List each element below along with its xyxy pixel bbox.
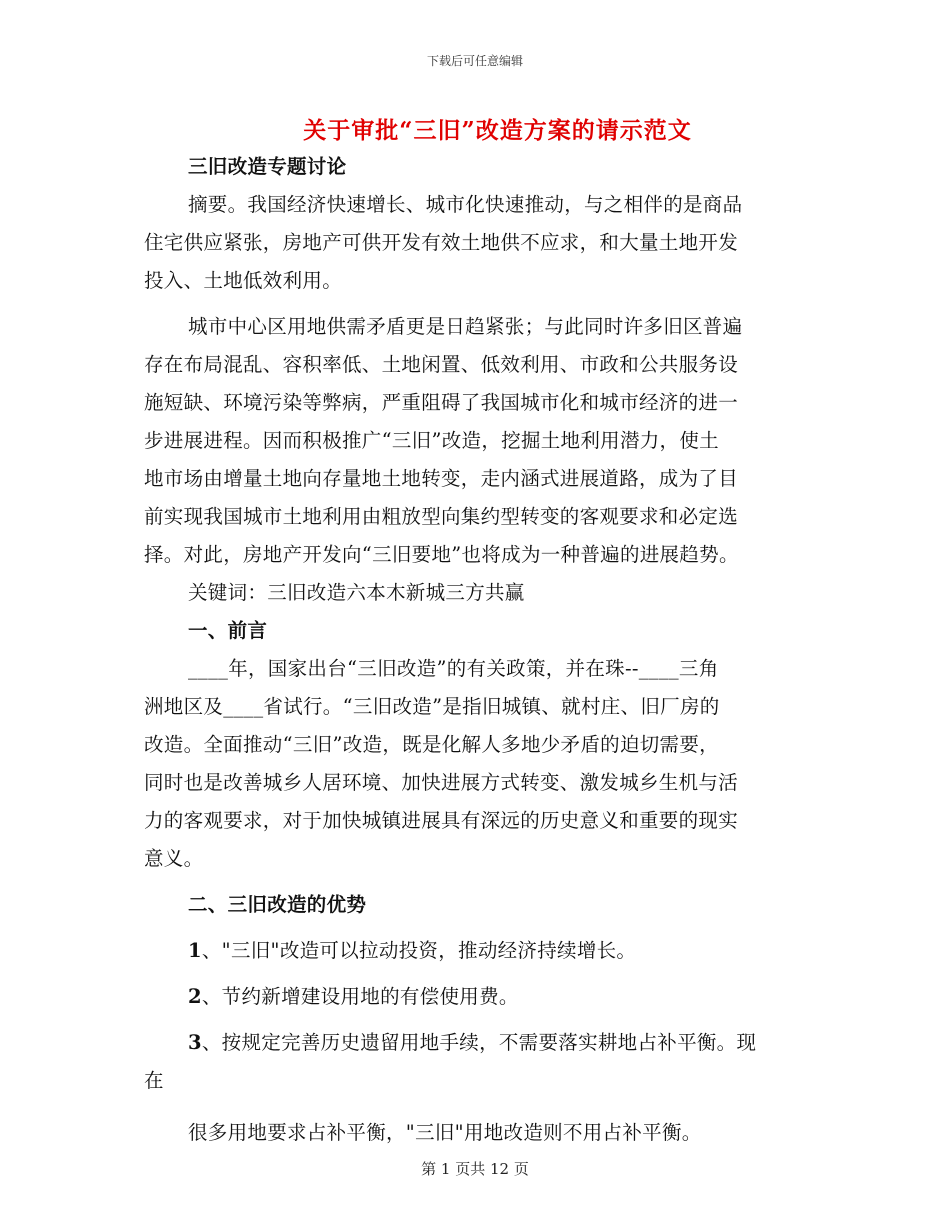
preface-line: ____年，国家出台“三旧改造”的有关政策，并在珠--____三角 <box>188 657 719 680</box>
paragraph-line: 很多用地要求占补平衡，"三旧"用地改造则不用占补平衡。 <box>188 1121 702 1144</box>
paragraph-line: 城市中心区用地供需矛盾更是日趋紧张；与此同时许多旧区普遍 <box>188 315 743 338</box>
preface-line: 力的客观要求，对于加快城镇进展具有深远的历史意义和重要的现实 <box>144 809 739 832</box>
paragraph-line: 施短缺、环境污染等弊病，严重阻碍了我国城市化和城市经济的进一 <box>144 391 739 414</box>
paragraph-line: 存在布局混乱、容积率低、土地闲置、低效利用、市政和公共服务设 <box>144 353 739 376</box>
advantage-number: 2 <box>188 985 202 1008</box>
page-header-note: 下载后可任意编辑 <box>426 54 523 68</box>
advantage-continuation: 在 <box>144 1069 164 1092</box>
keywords-line: 关键词：三旧改造六本木新城三方共赢 <box>188 581 525 604</box>
preface-line: 洲地区及____省试行。“三旧改造”是指旧城镇、就村庄、旧厂房的 <box>144 695 720 718</box>
advantage-item <box>144 978 810 1016</box>
preface-line: 同时也是改善城乡人居环境、加快进展方式转变、激发城乡生机与活 <box>144 771 739 794</box>
advantage-item <box>144 1024 810 1062</box>
paragraph-line: 地市场由增量土地向存量地土地转变，走内涵式进展道路，成为了目 <box>144 467 739 490</box>
abstract-line: 摘要。我国经济快速增长、城市化快速推动，与之相伴的是商品 <box>188 193 743 216</box>
advantage-text: 、按规定完善历史遗留用地手续，不需要落实耕地占补平衡。现 <box>201 1031 757 1054</box>
preface-line: 意义。 <box>144 847 204 870</box>
page-footer: 第 1 页共 12 页 <box>421 1160 529 1178</box>
advantage-text: 、"三旧"改造可以拉动投资，推动经济持续增长。 <box>201 939 637 962</box>
paragraph-line: 步进展进程。因而积极推广“三旧”改造，挖掘土地利用潜力，使土 <box>144 429 719 452</box>
preface-line: 改造。全面推动“三旧”改造，既是化解人多地少矛盾的迫切需要， <box>144 733 719 756</box>
paragraph-line: 前实现我国城市土地利用由粗放型向集约型转变的客观要求和必定选 <box>144 505 739 528</box>
subtitle: 三旧改造专题讨论 <box>188 155 347 178</box>
advantage-item <box>144 932 810 970</box>
paragraph-line: 择。对此，房地产开发向“三旧要地”也将成为一种普遍的进展趋势。 <box>144 543 739 566</box>
advantage-number: 3 <box>188 1031 202 1054</box>
section-heading-advantages: 二、三旧改造的优势 <box>188 893 367 916</box>
document-body <box>144 148 810 1152</box>
abstract-line: 住宅供应紧张，房地产可供开发有效土地供不应求，和大量土地开发 <box>144 231 739 254</box>
advantage-text: 、节约新增建设用地的有偿使用费。 <box>201 985 519 1008</box>
abstract-line: 投入、土地低效利用。 <box>144 269 343 292</box>
advantage-number: 1 <box>188 939 202 962</box>
document-title: 关于审批“三旧”改造方案的请示范文 <box>303 117 692 144</box>
section-heading-preface: 一、前言 <box>188 619 268 642</box>
